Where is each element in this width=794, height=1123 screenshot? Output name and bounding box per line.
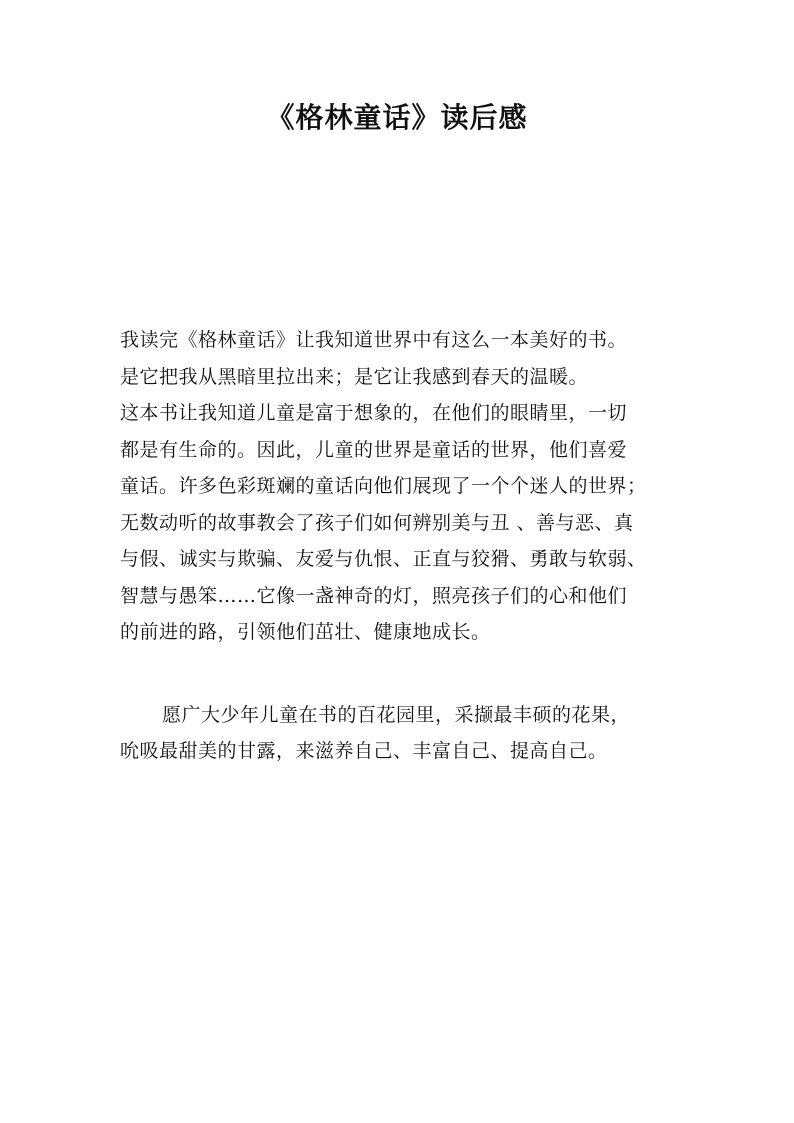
text-line: 与假、诚实与欺骗、友爱与仇恨、正直与狡猾、勇敢与软弱、 (120, 548, 647, 570)
text-line: 是它把我从黑暗里拉出来；是它让我感到春天的温暖。 (120, 365, 589, 388)
text-line: 我读完《格林童话》让我知道世界中有这么一本美好的书。 (120, 329, 628, 351)
text-line: 智慧与愚笨……它像一盏神奇的灯，照亮孩子们的心和他们 (120, 584, 628, 607)
text-line: 吮吸最甜美的甘露，来滋养自己、丰富自己、提高自己。 (120, 740, 608, 762)
paragraph-1 (120, 322, 700, 651)
paragraph-spacer (120, 651, 700, 697)
document-body (120, 322, 700, 770)
paragraph-2 (120, 697, 700, 770)
text-line: 这本书让我知道儿童是富于想象的，在他们的眼睛里，一切 (120, 402, 628, 424)
text-line: 的前进的路，引领他们茁壮、健康地成长。 (120, 621, 491, 643)
document-title: 《格林童话》读后感 (266, 101, 528, 134)
text-line: 无数动听的故事教会了孩子们如何辨别美与丑 、善与恶、真 (120, 511, 634, 534)
text-line: 童话。许多色彩斑斓的童话向他们展现了一个个迷人的世界； (120, 475, 647, 497)
text-line: 愿广大少年儿童在书的百花园里，采撷最丰硕的花果， (162, 703, 631, 726)
text-line: 都是有生命的。因此，儿童的世界是童话的世界，他们喜爱 (120, 438, 628, 461)
